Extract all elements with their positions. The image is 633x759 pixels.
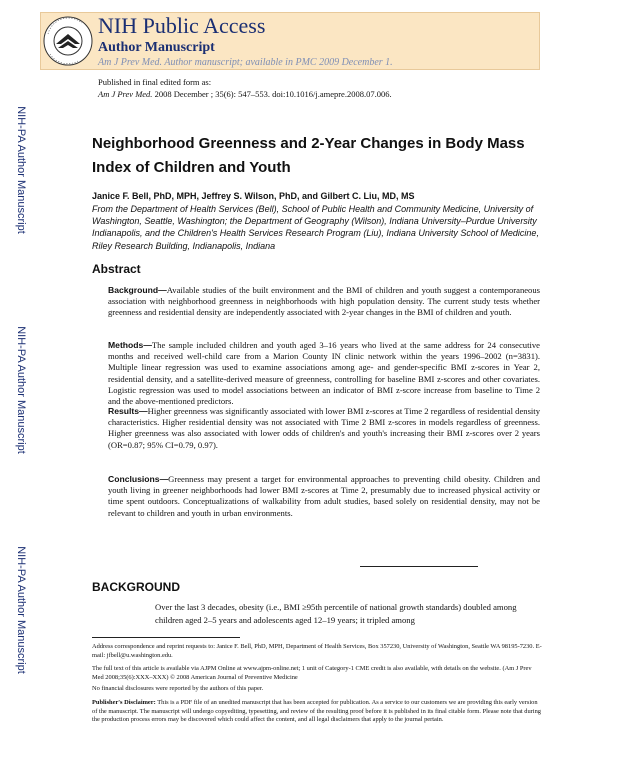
results-label: Results— [108,406,148,416]
abstract-end-rule [360,566,478,567]
author-manuscript-label: Author Manuscript [98,40,215,55]
citation-line [98,89,392,99]
abstract-background [108,285,540,319]
side-label-text: NIH-PA Author Manuscript [15,546,27,674]
side-label-text: NIH-PA Author Manuscript [15,326,27,454]
methods-label: Methods— [108,340,152,350]
results-text: Higher greenness was significantly associated with lower BMI z-scores at Time 2 regardless of residential density characteristics. Higher residential density was not associated with Time 2 BMI z-scores in models regardless of greenness. Higher greenness was also associated with lower odds of children's and youth's increasing their BMI z-scores over 2 years (OR=0.87; 95% CI=0.79, 0.97). [108,406,540,450]
background-heading: BACKGROUND [92,580,180,594]
abstract-results [108,406,540,451]
side-label-text: NIH-PA Author Manuscript [15,106,27,234]
article-title: Neighborhood Greenness and 2-Year Changes in Body Mass Index of Children and Youth [92,135,525,176]
footnote-disclaimer [92,699,542,725]
journal-name: Am J Prev Med. [98,89,153,99]
footnote-correspondence: Address correspondence and reprint requests to: Janice F. Bell, PhD, MPH, Department of Health Services, Box 357230, University of Washington, Seattle WA 98195-7230. E-mail: jfbell@u.washington.edu. [92,643,542,659]
author-list: Janice F. Bell, PhD, MPH, Jeffrey S. Wilson, PhD, and Gilbert C. Liu, MD, MS [92,191,415,201]
conclusions-text: Greenness may present a target for environmental approaches to preventing child obesity. Children and youth living in greener neighborhoods had lower BMI z-scores at Time 2, presumably due to increased physical activity or time spent outdoors. Conceptualizations of walkability from adult studies, based solely on residential density, may not be relevant to children and youth in urban environments. [108,474,540,518]
footnote-disclosures: No financial disclosures were reported by the authors of this paper. [92,685,264,692]
published-in-line: Published in final edited form as: [98,77,212,87]
footnote-fulltext: The full text of this article is available via AJPM Online at www.ajpm-online.net; 1 unit of Category-1 CME credit is also available, with details on the website. (Am J Prev Med 2008;35(6):XXX–XXX) © 2008 American Journal of Preventive Medicine [92,665,532,681]
footnote-rule [92,637,240,638]
abstract-methods [108,340,540,407]
abstract-conclusions [108,474,540,519]
background-paragraph: Over the last 3 decades, obesity (i.e., BMI ≥95th percentile of national growth standards) doubled among children aged 2–5 years and adolescents aged 12–19 years; it tripled among [155,602,517,625]
disclaimer-label: Publisher's Disclaimer: [92,699,156,706]
nih-logo [42,14,94,68]
side-label-top [10,85,32,255]
abstract-heading: Abstract [92,262,141,276]
nih-public-access-title: NIH Public Access [98,13,266,38]
citation-details: 2008 December ; 35(6): 547–553. doi:10.1016/j.amepre.2008.07.006. [154,89,392,99]
methods-text: The sample included children and youth aged 3–16 years who lived at the same address for 24 consecutive months and received well-child care from a Marion County IN clinic network within the years 1996–2002 (n=3831). Multiple linear regression was used to examine associations among age- and gender-specific BMI z-scores in Year 2, residential density, and a satellite-derived measure of greenness, controlling for baseline BMI z-scores and other covariates. Logistic regression was used to model associations between an indicator of BMI z-score increase from baseline to Time 2 and the above-mentioned predictors. [108,340,540,407]
availability-note: Am J Prev Med. Author manuscript; available in PMC 2009 December 1. [98,57,393,68]
disclaimer-text: This is a PDF file of an unedited manuscript that has been accepted for publication. As a service to our customers we are providing this early version of the manuscript. The manuscript will undergo copyediting, typesetting, and review of the resulting proof before it is published in its final citable form. Please note that during the production process errors may be discovered which could affect the content, and all legal disclaimers that apply to the journal pertain. [92,699,541,724]
side-label-bottom [10,525,32,695]
conclusions-label: Conclusions— [108,474,169,484]
background-text: Available studies of the built environment and the BMI of children and youth suggest a contemporaneous association with neighborhood greenness in neighborhoods with high population density. The current study tests whether greenness and residential density are independently associated with 2-year changes in the BMI of children and youth. [108,285,540,318]
side-label-middle [10,305,32,475]
author-affiliations: From the Department of Health Services (Bell), School of Public Health and Community Medicine, University of Washington, Seattle, Washington; the Department of Geography (Wilson), Indiana University–Purdue University Indianapolis, and the Children's Health Services Research Program (Liu), Indiana University School of Medicine, Riley Research Building, Indianapolis, Indiana [92,204,539,251]
background-label: Background— [108,285,167,295]
